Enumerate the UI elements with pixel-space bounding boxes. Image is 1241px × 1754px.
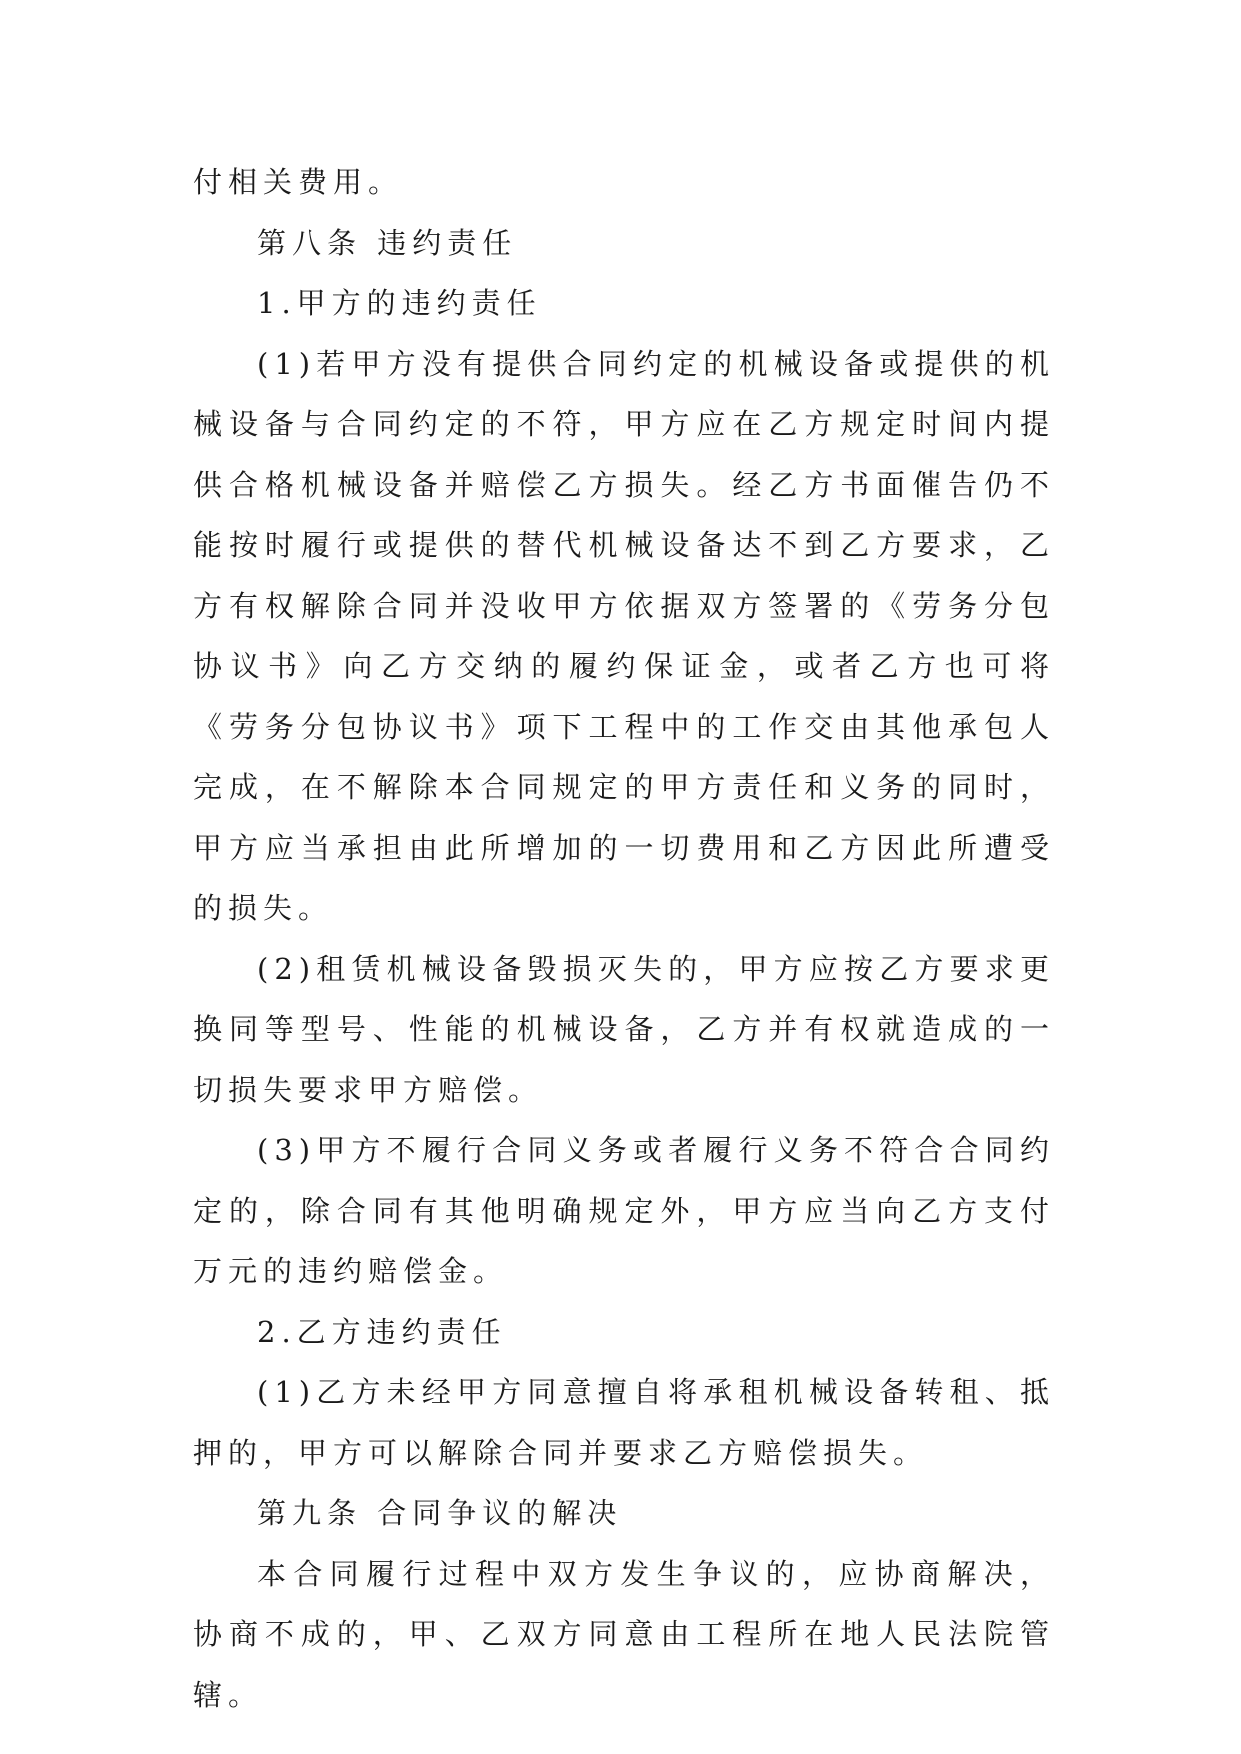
clause-1-3: (3)甲方不履行合同义务或者履行义务不符合合同约定的，除合同有其他明确规定外，甲方应当向乙方支付 万元的违约赔偿金。 (193, 1133, 1055, 1288)
paragraph-continuation: 付相关费用。 (193, 165, 404, 199)
section-2-heading: 2.乙方违约责任 (257, 1314, 507, 1349)
clause-2-1: (1)乙方未经甲方同意擅自将承租机械设备转租、抵押的，甲方可以解除合同并要求乙方赔偿损失。 (193, 1375, 1055, 1470)
article-9-heading: 第九条 合同争议的解决 (257, 1496, 623, 1530)
clause-1-2: (2)租赁机械设备毁损灭失的，甲方应按乙方要求更换同等型号、性能的机械设备，乙方并有权就造成的一切损失要求甲方赔偿。 (193, 951, 1055, 1107)
clause-1-1: (1)若甲方没有提供合同约定的机械设备或提供的机械设备与合同约定的不符，甲方应在乙方规定时间内提供合格机械设备并赔偿乙方损失。经乙方书面催告仍不能按时履行或提供的替代机械设备达不到乙方要求，乙方有权解除合同并没收甲方依据双方签署的《劳务分包协议书》向乙方交纳的履约保证金，或者乙方也可将《劳务分包协议书》项下工程中的工作交由其他承包人完成，在不解除本合同规定的甲方责任和义务的同时，甲方应当承担由此所增加的一切费用和乙方因此所遭受的损失。 (193, 346, 1055, 925)
section-1-heading: 1.甲方的违约责任 (257, 286, 542, 320)
article-8-heading: 第八条 违约责任 (257, 225, 518, 260)
article-9-body: 本合同履行过程中双方发生争议的，应协商解决，协商不成的，甲、乙双方同意由工程所在地人民法院管辖。 (193, 1556, 1055, 1712)
document-body (193, 152, 1055, 1725)
